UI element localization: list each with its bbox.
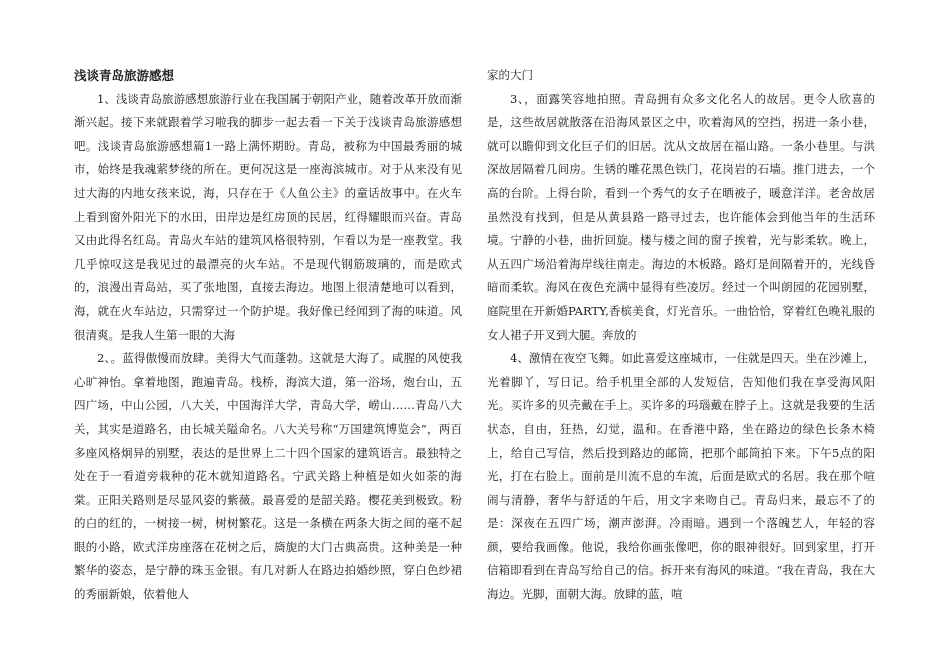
paragraph-3: 3、，面露笑容地拍照。青岛拥有众多文化名人的故居。更令人欣喜的是，这些故居就散落在沿海风景区之中，吹着海风的空挡，拐进一条小巷，就可以瞻仰到文化巨子们的旧居。沈从文故居在福山路。一条小巷里。与洪深故居隔着几间房。生锈的雕花黑色铁门，花岗岩的石墙。推门进去，一个高的台阶。上得台阶，看到一个秀气的女子在晒被子，暖意洋洋。老舍故居虽然没有找到，但是从黄县路一路寻过去，也许能体会到他当年的生活环境。宁静的小巷，曲折回旋。楼与楼之间的窗子挨着，光与影柔软。晚上，从五四广场沿着海岸线往南走。海边的木板路。路灯是间隔着开的，光线昏暗而柔软。海风在夜色充满中显得有些凌厉。经过一个叫朗园的花园别墅，庭院里在开新婚PARTY,香槟美食，灯光音乐。一曲恰恰，穿着红色晚礼服的女人裙子开叉到大腿。奔放的	[487, 91, 875, 342]
paragraph-1: 1、浅谈青岛旅游感想旅游行业在我国属于朝阳产业，随着改革开放而渐渐兴起。接下来就跟着学习啦我的脚步一起去看一下关于浅谈青岛旅游感想吧。浅谈青岛旅游感想篇1一路上满怀期盼。青岛，被称为中国最秀丽的城市，始终是我魂萦梦绕的所在。更何况这是一座海滨城市。对于从来没有见过大海的内地女孩来说，海，只存在于《人鱼公主》的童话故事中。在火车上看到窗外阳光下的水田，田岸边是红房顶的民居，红得耀眼而兴奋。青岛又由此得名红岛。青岛火车站的建筑风格很特别，乍看以为是一座教堂。我几乎惊叹这是我见过的最漂亮的火车站。不是现代钢筋玻璃的，而是欧式的，浪漫出青岛站，买了张地图，直接去海边。地图上很清楚地可以看到，海，就在火车站边，只需穿过一个防护堤。我好像已经闻到了海的味道。风很清爽。是我人生第一眼的大海	[74, 91, 462, 342]
left-column	[74, 64, 462, 607]
paragraph-2: 2、。蓝得傲慢而放肆。美得大气而蓬勃。这就是大海了。咸腥的风使我心旷神怡。拿着地图，跑遍青岛。栈桥，海滨大道，第一浴场，炮台山，五四广场，中山公园，八大关，中国海洋大学，青岛大学，崂山……青岛八大关，其实是道路名，由长城关隘命名。八大关号称“万国建筑博览会”，两百多座风格炯异的别墅，表达的是世界上二十四个国家的建筑语言。最独特之处在于一看道旁栽种的花木就知道路名。宁武关路上种植是如火如荼的海棠。正阳关路则是尽显风姿的紫薇。最喜爱的是韶关路。樱花美到极致。粉的白的红的，一树接一树，树树繁花。这是一条横在两条大街之间的毫不起眼的小路，欧式洋房座落在花树之后，旖旎的大门古典高贵。这种美是一种繁华的姿态，是宁静的珠玉金银。有几对新人在路边拍婚纱照，穿白色纱裙的秀丽新娘，依着他人	[74, 351, 462, 602]
right-column	[487, 64, 875, 607]
paragraph-4: 4、激情在夜空飞舞。如此喜爱这座城市，一住就是四天。坐在沙滩上，光着脚丫，写日记。给手机里全部的人发短信，告知他们我在享受海风阳光。买许多的贝壳戴在手上。买许多的玛瑙戴在脖子上。这就是我要的生活状态，自由，狂热，幻觉，温和。在香港中路，坐在路边的绿色长条木椅上，给自己写信，然后投到路边的邮筒，把那个邮筒拍下来。下午5点的阳光，打在右脸上。面前是川流不息的车流，后面是欧式的名居。我在那个喧闹与清静，奢华与舒适的午后，用文字来吻自己。青岛归来，最忘不了的是：深夜在五四广场，潮声澎湃。冷雨暗。遇到一个落魄艺人，年轻的容颜，要给我画像。他说，我给你画张像吧，你的眼神很好。回到家里，打开信箱即看到在青岛写给自己的信。拆开来有海风的味道。“我在青岛，我在大海边。光脚，面朝大海。放肆的蓝，喧	[487, 351, 875, 602]
continuation-line: 家的大门	[487, 68, 533, 82]
document-title: 浅谈青岛旅游感想	[74, 68, 175, 83]
